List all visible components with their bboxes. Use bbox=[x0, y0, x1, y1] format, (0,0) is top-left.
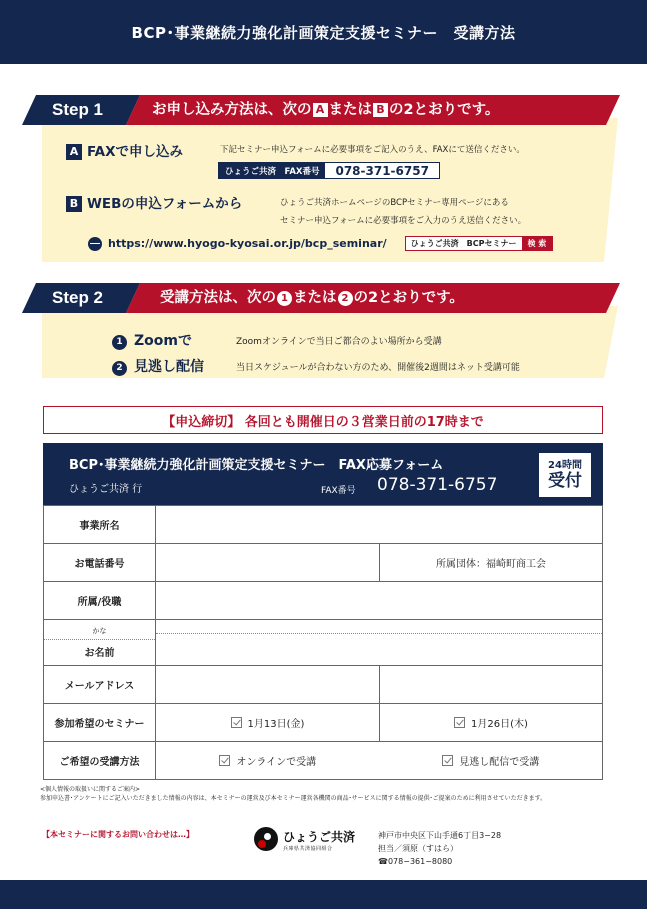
name-label: お名前 bbox=[84, 648, 115, 659]
logo-icon bbox=[254, 827, 278, 851]
seminar-label: 参加希望のセミナー bbox=[44, 704, 156, 742]
step2-title: 受講方法は、次の 1 または 2 の2とおりです。 bbox=[160, 290, 464, 306]
name-label-cell bbox=[44, 620, 156, 666]
email-field-1[interactable] bbox=[156, 666, 380, 704]
phone-field[interactable] bbox=[156, 544, 380, 582]
office-field[interactable] bbox=[156, 506, 603, 544]
search-button[interactable]: 検 索 bbox=[522, 237, 553, 250]
url-row bbox=[88, 236, 553, 251]
checkbox-icon[interactable] bbox=[219, 755, 230, 766]
option-zoom-desc: Zoomオンラインで当日ご都合のよい場所から受講 bbox=[236, 337, 442, 347]
form-recipient: ひょうご共済 行 bbox=[69, 484, 143, 495]
affiliation-value: 所属団体：福崎町商工会 bbox=[380, 544, 603, 582]
phone-label: お電話番号 bbox=[44, 544, 156, 582]
form-title: BCP･事業継続力強化計画策定支援セミナー FAX応募フォーム bbox=[69, 458, 444, 473]
kana-label: かな bbox=[92, 627, 107, 635]
web-method-title: B WEBの申込フォームから bbox=[66, 192, 242, 212]
org-logo bbox=[254, 826, 355, 852]
page-title: BCP･事業継続力強化計画策定支援セミナー 受講方法 bbox=[131, 23, 516, 42]
option-ondemand-title: 2 見逃し配信 bbox=[112, 356, 204, 376]
fax-method-title: A FAXで申し込み bbox=[66, 140, 183, 160]
web-method-desc-1: ひょうご共済ホームページのBCPセミナー専用ページにある bbox=[280, 198, 509, 208]
table-row bbox=[44, 506, 603, 544]
inquiry-label: 【本セミナーに関するお問い合わせは…】 bbox=[42, 830, 194, 839]
org-subname: 兵庫県共済協同組合 bbox=[283, 846, 333, 852]
address: 神戸市中央区下山手通6丁目3−28 bbox=[378, 831, 502, 840]
method-option-1[interactable]: オンラインで受講 bbox=[156, 742, 380, 780]
checkbox-icon[interactable] bbox=[231, 717, 242, 728]
table-row bbox=[44, 704, 603, 742]
form-header bbox=[43, 443, 603, 505]
option-zoom-title: 1 Zoomで bbox=[112, 330, 192, 350]
checkbox-icon[interactable] bbox=[454, 717, 465, 728]
table-row bbox=[44, 666, 603, 704]
application-form bbox=[43, 505, 603, 780]
contact-info bbox=[378, 829, 501, 868]
globe-icon bbox=[88, 237, 102, 251]
deadline-notice: 【申込締切】 各回とも開催日の３営業日前の17時まで bbox=[43, 406, 603, 434]
privacy-notice: <個人情報の取扱いに関するご案内> 参加申込書･アンケートにご記入いただきました情報の内容は、本セミナーの運営及び本セミナー運営各機関の商品･サービスに関する情報の提供･ご提案のために利用させていただきます。 bbox=[40, 786, 547, 802]
org-name: ひょうご共済 bbox=[283, 830, 356, 844]
fax-method-desc: 下記セミナー申込フォームに必要事項をご記入のうえ、FAXにて送信ください。 bbox=[220, 145, 525, 155]
step1-title: お申し込み方法は、次の A または B の2とおりです。 bbox=[152, 102, 500, 118]
header-bar bbox=[0, 0, 647, 64]
name-field[interactable] bbox=[156, 620, 603, 666]
web-method-desc-2: セミナー申込フォームに必要事項をご入力のうえ送信ください。 bbox=[280, 216, 527, 226]
seminar-option-1[interactable]: 1月13日(金) bbox=[156, 704, 380, 742]
24h-badge: 24時間 受付 bbox=[539, 453, 591, 497]
step2-label: Step 2 bbox=[52, 288, 104, 307]
contact-phone: ☎078−361−8080 bbox=[378, 857, 453, 866]
step1-banner bbox=[22, 95, 620, 125]
table-row bbox=[44, 544, 603, 582]
seminar-option-2[interactable]: 1月26日(木) bbox=[380, 704, 603, 742]
fax-number: 078-371-6757 bbox=[325, 163, 438, 178]
fax-number-tag: ひょうご共済 FAX番号 078-371-6757 bbox=[218, 162, 440, 179]
option-ondemand-desc: 当日スケジュールが合わない方のため、開催後2週間はネット受講可能 bbox=[236, 363, 520, 373]
search-box[interactable]: ひょうご共済 BCPセミナー 検 索 bbox=[405, 236, 554, 251]
dept-label: 所属/役職 bbox=[44, 582, 156, 620]
method-label: ご希望の受講方法 bbox=[44, 742, 156, 780]
checkbox-icon[interactable] bbox=[442, 755, 453, 766]
footer-bar bbox=[0, 880, 647, 909]
seminar-url-link[interactable]: https://www.hyogo-kyosai.or.jp/bcp_seminar/ bbox=[108, 237, 387, 250]
step2-banner bbox=[22, 283, 620, 313]
table-row bbox=[44, 582, 603, 620]
form-fax-label: FAX番号 bbox=[321, 486, 356, 496]
email-field-2[interactable] bbox=[380, 666, 603, 704]
step1-label: Step 1 bbox=[52, 100, 104, 119]
contact-person: 担当／須原（すはら） bbox=[378, 844, 458, 853]
table-row bbox=[44, 742, 603, 780]
email-label: メールアドレス bbox=[44, 666, 156, 704]
dept-field[interactable] bbox=[156, 582, 603, 620]
table-row bbox=[44, 620, 603, 666]
office-label: 事業所名 bbox=[44, 506, 156, 544]
method-option-2[interactable]: 見逃し配信で受講 bbox=[380, 742, 603, 780]
form-fax-number: 078-371-6757 bbox=[377, 475, 498, 495]
